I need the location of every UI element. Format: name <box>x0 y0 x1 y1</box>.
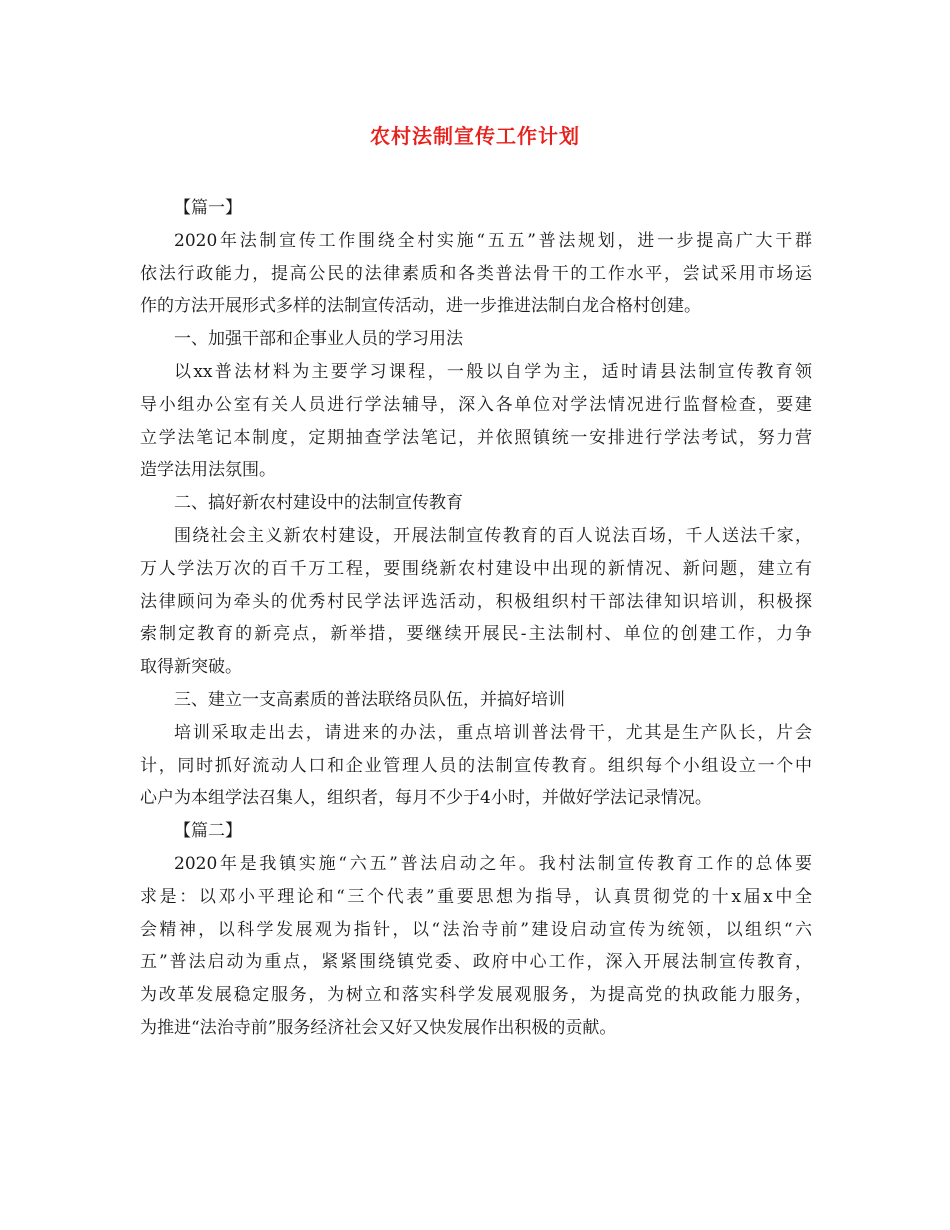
text-line-content: 计，同时抓好流动人口和企业管理人员的法制宣传教育。组织每个小组设立一个中 <box>140 755 812 776</box>
text-line <box>140 454 812 487</box>
text-line <box>140 586 812 619</box>
text-line <box>140 651 812 684</box>
text-line <box>140 618 812 651</box>
text-line-content: 作的方法开展形式多样的法制宣传活动，进一步推进法制白龙合格村创建。 <box>140 296 701 317</box>
document-body <box>140 192 812 1045</box>
text-line <box>140 487 812 520</box>
text-line-content: 法律顾问为牵头的优秀村民学法评选活动，积极组织村干部法律知识培训，积极探 <box>140 591 812 612</box>
text-line-content: 【篇一】 <box>174 198 242 218</box>
text-line-content: 为推进“法治寺前”服务经济社会又好又快发展作出积极的贡献。 <box>140 1017 617 1038</box>
text-line <box>140 553 812 586</box>
text-line-content: 索制定教育的新亮点，新举措，要继续开展民-主法制村、单位的创建工作，力争 <box>140 624 812 645</box>
text-line-content: 取得新突破。 <box>140 657 242 678</box>
text-line-content: 导小组办公室有关人员进行学法辅导，深入各单位对学法情况进行监督检查，要建 <box>140 394 812 415</box>
text-line-content: 【篇二】 <box>174 821 242 842</box>
text-line-content: 二、搞好新农村建设中的法制宣传教育 <box>174 493 463 514</box>
text-line <box>140 848 812 881</box>
text-line-content: 以xx普法材料为主要学习课程，一般以自学为主，适时请县法制宣传教育领 <box>174 361 812 382</box>
text-line-content: 培训采取走出去，请进来的办法，重点培训普法骨干，尤其是生产队长，片会 <box>174 722 812 743</box>
text-line-content: 2020年是我镇实施“六五”普法启动之年。我村法制宣传教育工作的总体要 <box>174 853 812 874</box>
text-line <box>140 717 812 750</box>
text-line <box>140 356 812 389</box>
text-line-content: 五”普法启动为重点，紧紧围绕镇党委、政府中心工作，深入开展法制宣传教育， <box>140 952 812 973</box>
text-line <box>140 914 812 947</box>
text-line <box>140 323 812 356</box>
text-line <box>140 290 812 323</box>
document-title: 农村法制宣传工作计划 <box>370 124 580 148</box>
text-line <box>140 946 812 979</box>
text-line-content: 围绕社会主义新农村建设，开展法制宣传教育的百人说法百场，千人送法千家， <box>174 525 812 546</box>
text-line-content: 三、建立一支高素质的普法联络员队伍，并搞好培训 <box>174 689 565 710</box>
text-line <box>140 782 812 815</box>
text-line-content: 会精神，以科学发展观为指针，以“法治寺前”建设启动宣传为统领，以组织“六 <box>140 919 812 940</box>
text-line <box>140 520 812 553</box>
text-line <box>140 684 812 717</box>
text-line-content: 求是：以邓小平理论和“三个代表”重要思想为指导，认真贯彻党的十x届x中全 <box>140 886 812 907</box>
text-line-content: 为改革发展稳定服务，为树立和落实科学发展观服务，为提高党的执政能力服务， <box>140 985 812 1006</box>
text-line-content: 一、加强干部和企事业人员的学习用法 <box>174 329 463 350</box>
text-line <box>140 881 812 914</box>
text-line <box>140 422 812 455</box>
text-line <box>140 258 812 291</box>
text-line-content: 依法行政能力，提高公民的法律素质和各类普法骨干的工作水平，尝试采用市场运 <box>140 263 812 284</box>
text-line <box>140 389 812 422</box>
text-line-content: 万人学法万次的百千万工程，要围绕新农村建设中出现的新情况、新问题，建立有 <box>140 558 812 579</box>
text-line-content: 2020年法制宣传工作围绕全村实施“五五”普法规划，进一步提高广大干群 <box>174 230 812 251</box>
text-line <box>140 1012 812 1045</box>
text-line <box>140 750 812 783</box>
text-line-content: 心户为本组学法召集人，组织者，每月不少于4小时，并做好学法记录情况。 <box>140 788 712 809</box>
text-line <box>140 979 812 1012</box>
text-line <box>140 225 812 258</box>
text-line-content: 立学法笔记本制度，定期抽查学法笔记，并依照镇统一安排进行学法考试，努力营 <box>140 427 812 448</box>
text-line-content: 造学法用法氛围。 <box>140 460 276 481</box>
text-line <box>140 815 812 848</box>
text-line <box>140 192 812 225</box>
